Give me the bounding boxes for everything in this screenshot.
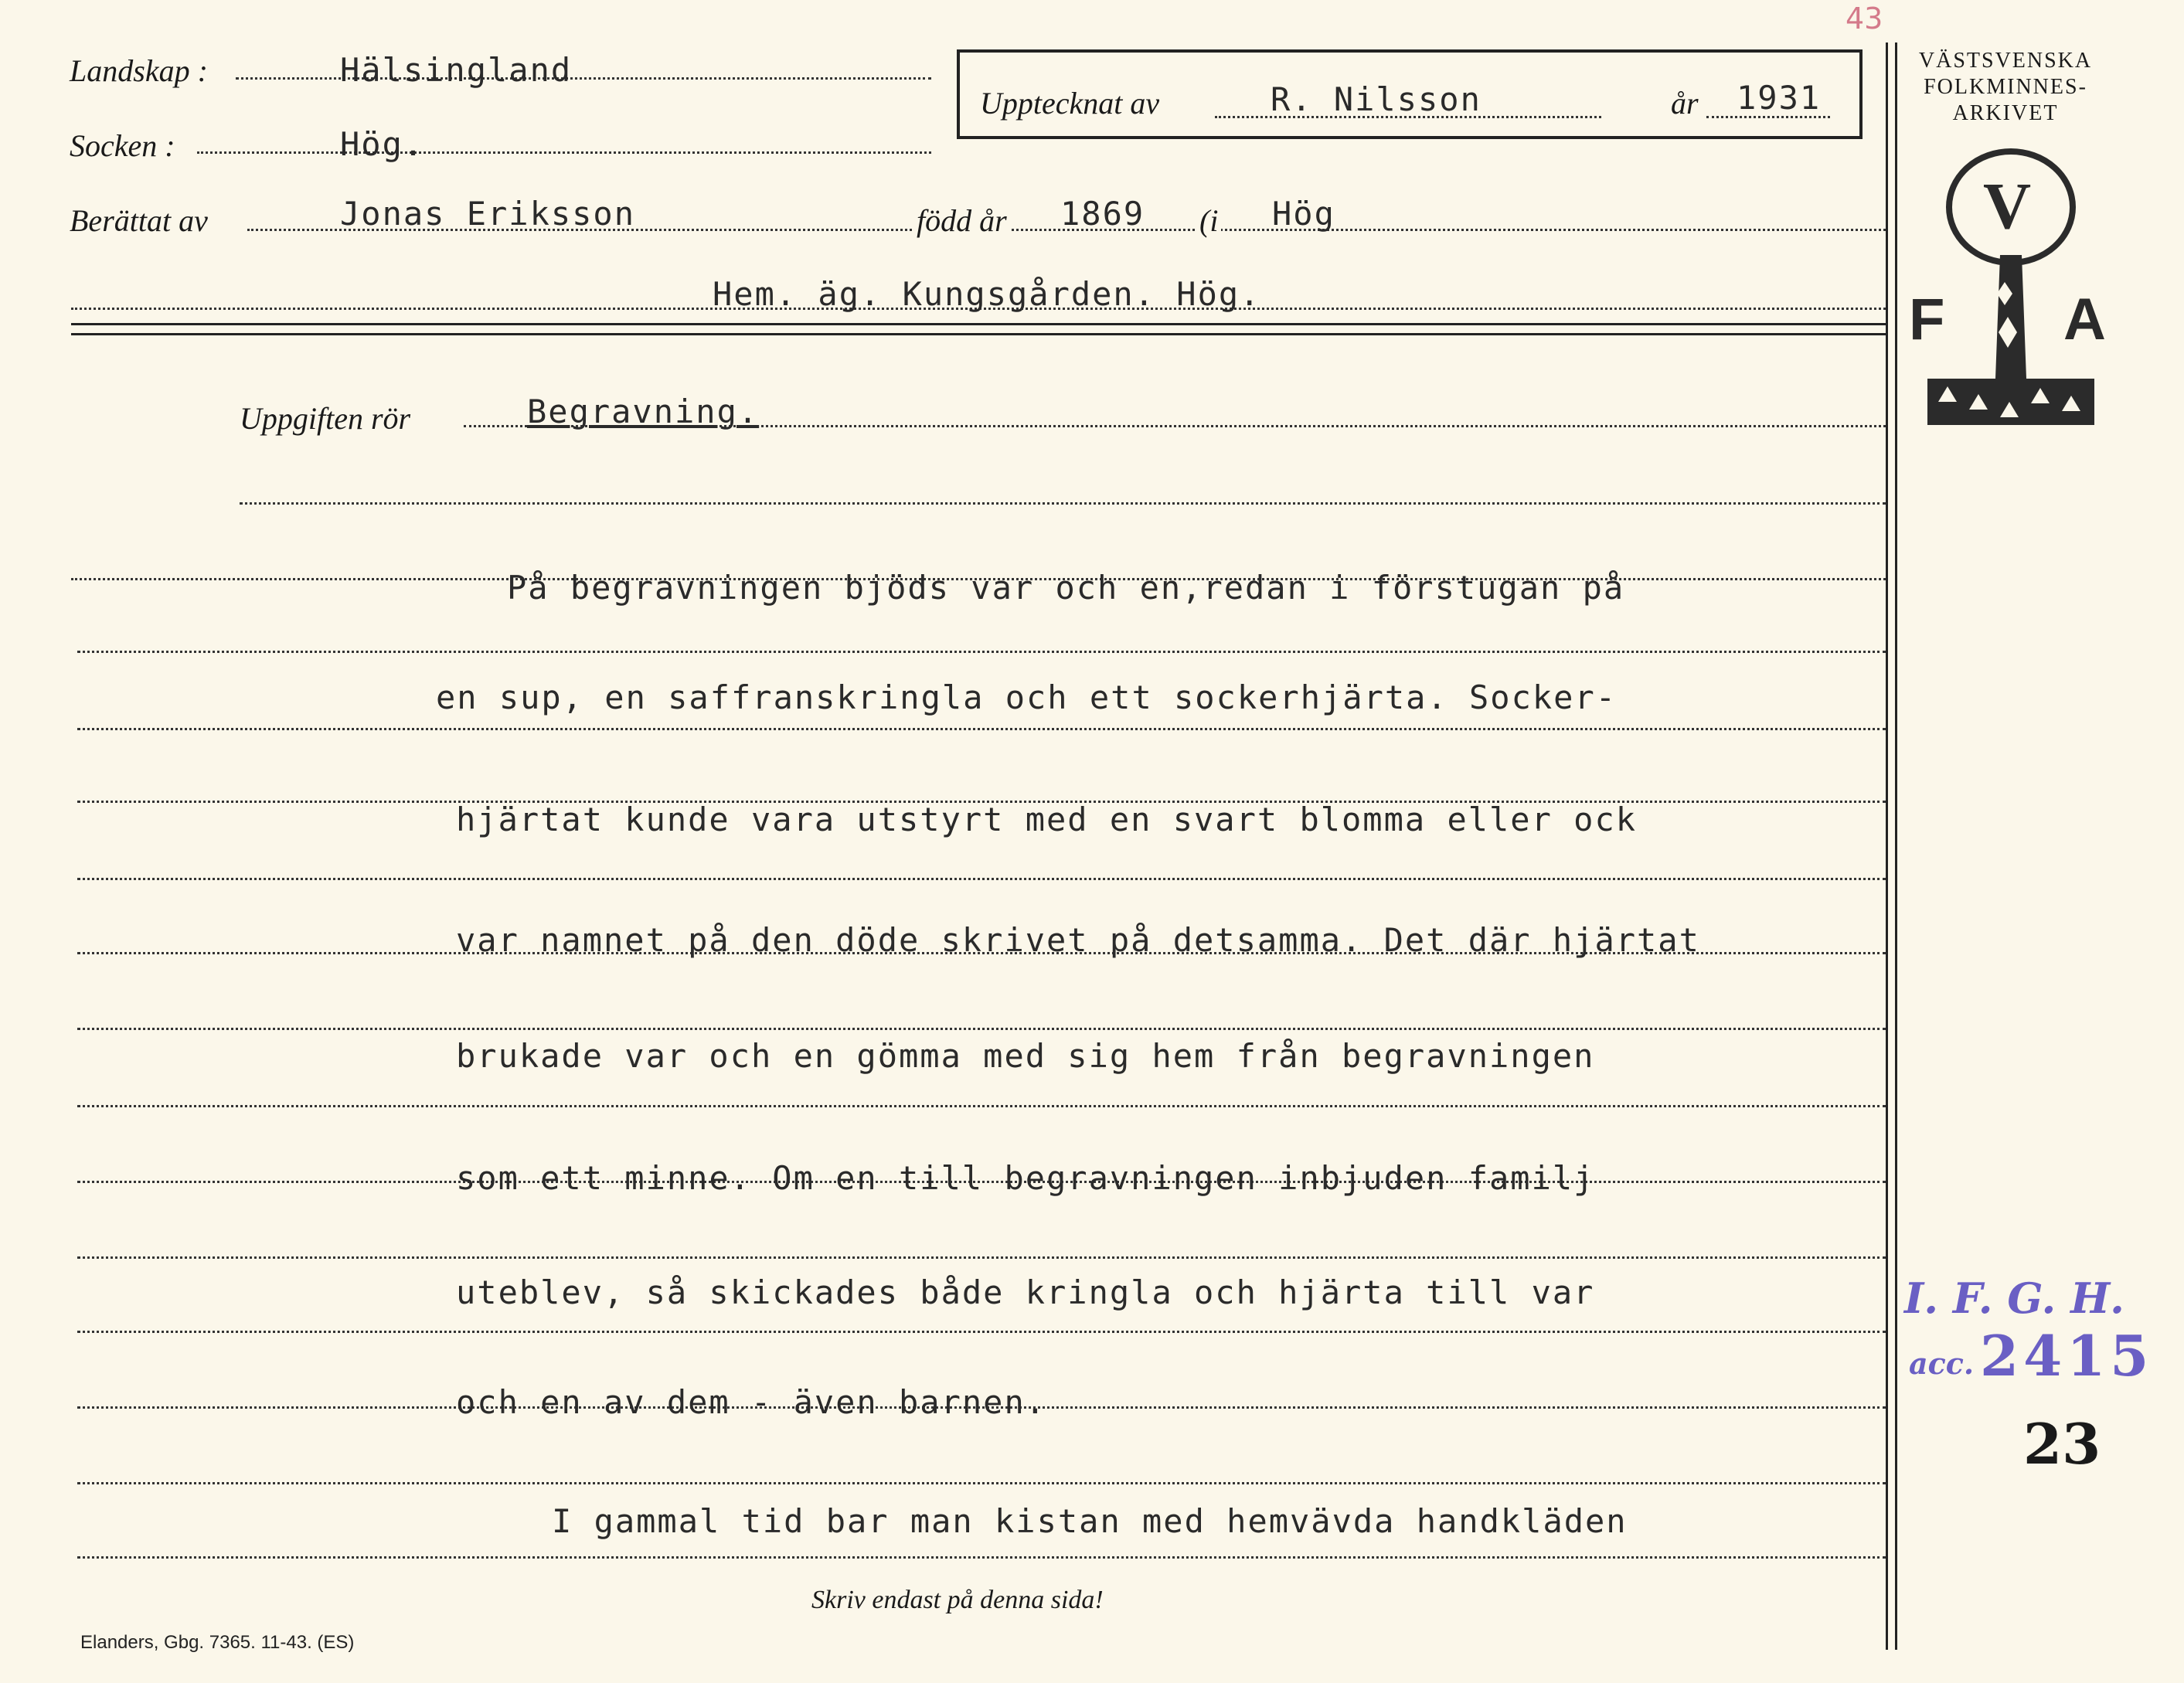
year-label: år	[1671, 86, 1699, 121]
pencil-mark: 43	[1846, 2, 1883, 36]
margin-rule	[1886, 42, 1888, 1650]
body-line: brukade var och en gömma med sig hem från begravningen	[456, 1037, 1595, 1075]
page-number: 23	[2023, 1411, 2101, 1477]
narrator-label: Berättat av	[70, 203, 208, 238]
stamp-line1: I. F. G. H.	[1904, 1273, 2124, 1323]
socken-value: Hög.	[340, 125, 425, 163]
place-value: Hög	[1272, 195, 1335, 233]
born-label: född år	[913, 202, 1010, 239]
body-rule	[77, 1105, 1886, 1107]
body-line: I gammal tid bar man kistan med hemvävda handkläden	[552, 1502, 1628, 1540]
logo-right-letter: A	[2063, 287, 2106, 352]
subject-dotted-line-2	[240, 502, 1886, 505]
subject-label: Uppgiften rör	[240, 401, 411, 436]
body-line: en sup, en saffranskringla och ett sockerhjärta. Socker-	[436, 678, 1618, 716]
year-value: 1931	[1737, 79, 1822, 117]
body-rule	[77, 651, 1886, 653]
landskap-label: Landskap :	[70, 53, 208, 88]
body-rule	[77, 878, 1886, 880]
stamp-acc-prefix: acc.	[1909, 1346, 1975, 1381]
place-label: (i	[1196, 202, 1221, 239]
body-rule	[77, 1482, 1886, 1484]
logo-left-letter: F	[1909, 287, 1945, 352]
body-rule	[77, 1556, 1886, 1559]
body-line: som ett minne. Om en till begravningen inbjuden familj	[456, 1159, 1595, 1197]
body-rule	[77, 1331, 1886, 1333]
archive-name-line: FOLKMINNES-	[1924, 75, 2087, 99]
printer-note: Elanders, Gbg. 7365. 11-43. (ES)	[80, 1632, 355, 1653]
recorder-box	[957, 49, 1863, 139]
landskap-value: Hälsingland	[340, 51, 573, 89]
recorder-value: R. Nilsson	[1271, 80, 1482, 118]
logo-center-letter: V	[1983, 168, 2032, 243]
narrator-value: Jonas Eriksson	[340, 195, 636, 233]
subject-value: Begravning.	[527, 393, 760, 430]
born-value: 1869	[1060, 195, 1145, 233]
body-line: hjärtat kunde vara utstyrt med en svart blomma eller ock	[456, 801, 1638, 838]
body-line: På begravningen bjöds var och en,redan i förstugan på	[507, 569, 1625, 607]
stamp-acc-number: 2415	[1980, 1323, 2154, 1389]
margin-rule	[1895, 42, 1897, 1650]
archive-name-line: ARKIVET	[1952, 101, 2059, 125]
body-rule	[77, 1256, 1886, 1259]
body-line: uteblev, så skickades både kringla och hjärta till var	[456, 1273, 1595, 1311]
archive-name-line: VÄSTSVENSKA	[1918, 49, 2093, 73]
address-value: Hem. äg. Kungsgården. Hög.	[713, 275, 1261, 313]
socken-dotted-line	[197, 151, 931, 154]
body-rule	[77, 728, 1886, 730]
body-line: var namnet på den döde skrivet på detsamma. Det där hjärtat	[456, 921, 1700, 959]
archive-logo	[1909, 147, 2110, 456]
header-double-rule	[71, 323, 1886, 335]
body-line: och en av dem - även barnen.	[456, 1383, 1047, 1421]
footer-instruction: Skriv endast på denna sida!	[811, 1586, 1104, 1614]
body-rule	[77, 1028, 1886, 1030]
recorder-label: Upptecknat av	[980, 86, 1160, 121]
socken-label: Socken :	[70, 128, 175, 163]
archive-name	[1909, 48, 2102, 127]
